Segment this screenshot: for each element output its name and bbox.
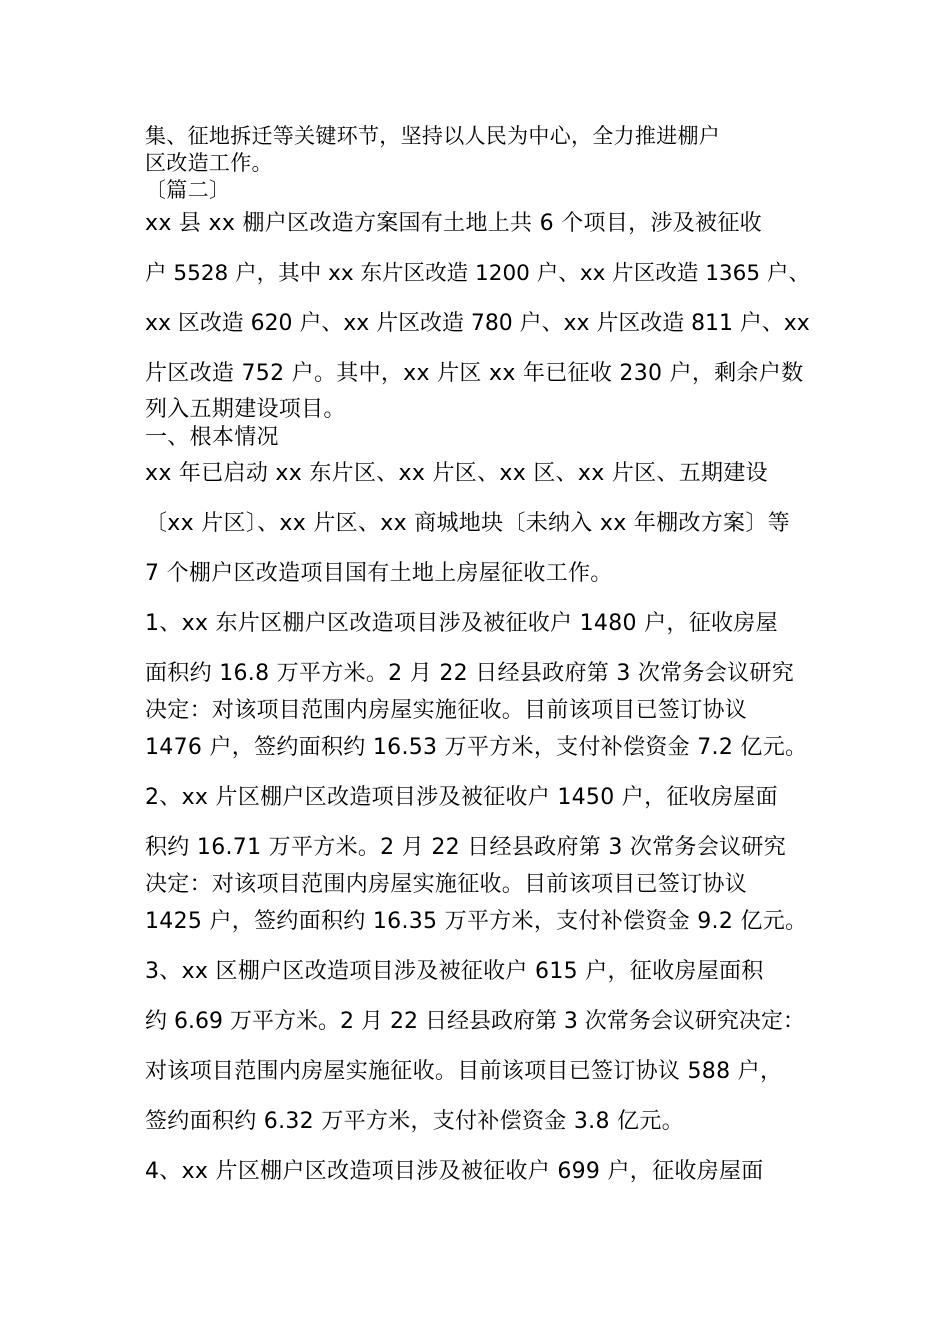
text-line: 3、xx 区棚户区改造项目涉及被征收户 615 户，征收房屋面积	[145, 959, 764, 984]
text-line: 签约面积约 6.32 万平方米，支付补偿资金 3.8 亿元。	[145, 1109, 684, 1134]
text-line: 片区改造 752 户。其中，xx 片区 xx 年已征收 230 户，剩余户数	[145, 361, 804, 386]
section-heading: 一、根本情况	[145, 425, 279, 450]
text-line: 积约 16.71 万平方米。2 月 22 日经县政府第 3 次常务会议研究	[145, 835, 787, 860]
text-line: xx 县 xx 棚户区改造方案国有土地上共 6 个项目，涉及被征收	[145, 211, 762, 236]
text-line: 4、xx 片区棚户区改造项目涉及被征收户 699 户，征收房屋面	[145, 1159, 764, 1184]
text-line: 1476 户，签约面积约 16.53 万平方米，支付补偿资金 7.2 亿元。	[145, 735, 808, 760]
text-line: 〔xx 片区〕、xx 片区、xx 商城地块〔未纳入 xx 年棚改方案〕等	[145, 511, 790, 536]
text-line: 2、xx 片区棚户区改造项目涉及被征收户 1450 户，征收房屋面	[145, 785, 778, 810]
text-line: 列入五期建设项目。	[145, 397, 346, 422]
text-line: 对该项目范围内房屋实施征收。目前该项目已签订协议 588 户，	[145, 1059, 783, 1084]
text-line: 区改造工作。	[145, 151, 273, 175]
text-line: 决定：对该项目范围内房屋实施征收。目前该项目已签订协议	[145, 872, 748, 897]
text-line: 7 个棚户区改造项目国有土地上房屋征收工作。	[145, 561, 613, 586]
text-line: 约 6.69 万平方米。2 月 22 日经县政府第 3 次常务会议研究决定：	[145, 1009, 805, 1034]
section-heading: 〔篇二〕	[145, 178, 231, 202]
text-line: 决定：对该项目范围内房屋实施征收。目前该项目已签订协议	[145, 698, 748, 723]
text-line: 1、xx 东片区棚户区改造项目涉及被征收户 1480 户，征收房屋	[145, 611, 778, 636]
text-line: xx 年已启动 xx 东片区、xx 片区、xx 区、xx 片区、五期建设	[145, 461, 768, 486]
text-line: 1425 户，签约面积约 16.35 万平方米，支付补偿资金 9.2 亿元。	[145, 909, 808, 934]
text-line: 户 5528 户，其中 xx 东片区改造 1200 户、xx 片区改造 1365 户、	[145, 261, 810, 286]
text-line: 面积约 16.8 万平方米。2 月 22 日经县政府第 3 次常务会议研究	[145, 661, 795, 686]
text-line: xx 区改造 620 户、xx 片区改造 780 户、xx 片区改造 811 户、xx	[145, 311, 810, 336]
text-line: 集、征地拆迁等关键环节，坚持以人民为中心，全力推进棚户	[145, 124, 721, 148]
